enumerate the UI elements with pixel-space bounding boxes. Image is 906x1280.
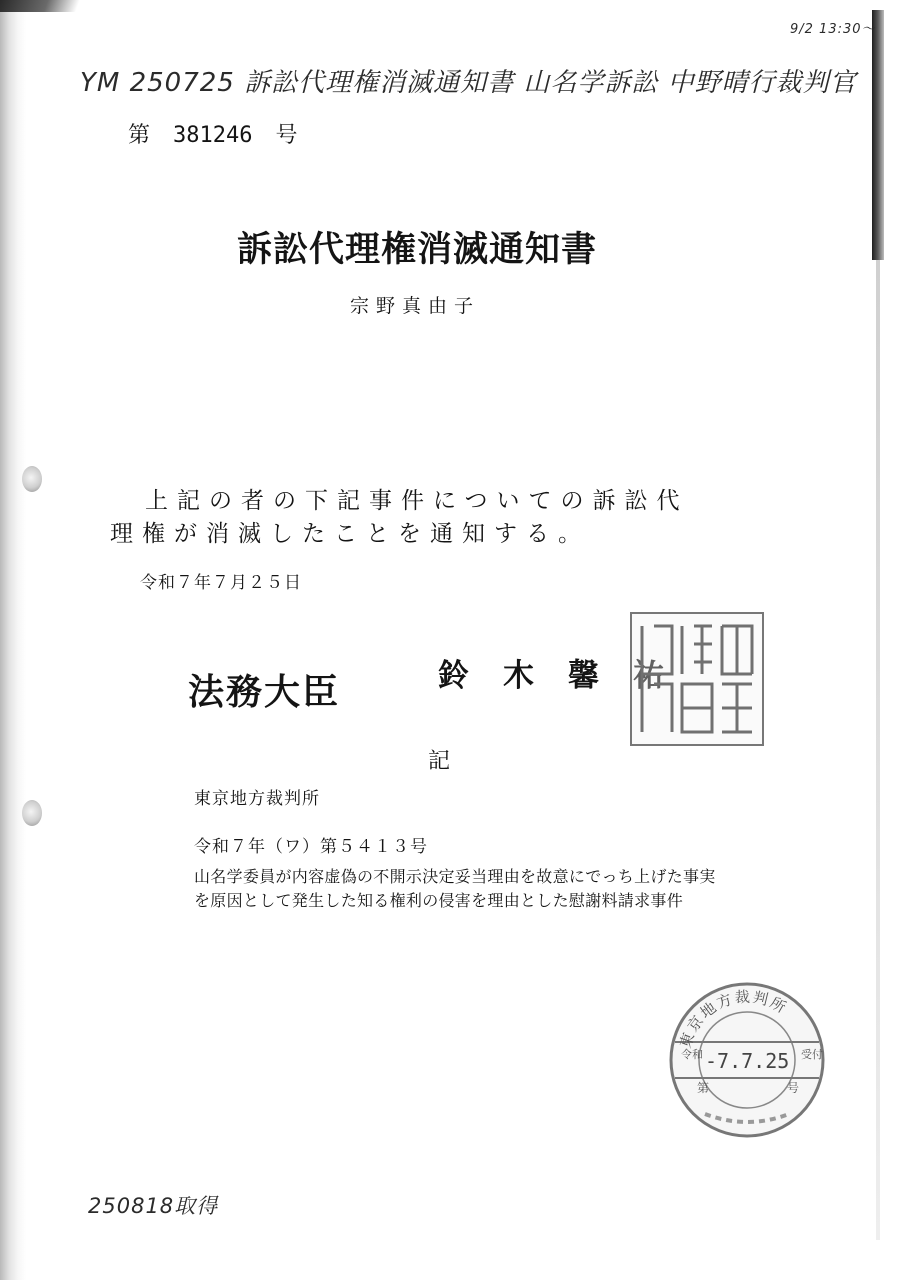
handwritten-header-note: YM 250725 訴訟代理権消滅通知書 山名学訴訟 中野晴行裁判官 — [80, 68, 857, 98]
case-number: 令和７年（ワ）第５４１３号 — [194, 837, 428, 857]
number-value: 381246 — [173, 123, 253, 148]
stamp-received: 受付 — [801, 1048, 823, 1061]
scan-left-edge — [0, 0, 26, 1280]
court-receipt-stamp — [667, 980, 827, 1140]
stamp-dai: 第 — [697, 1081, 710, 1095]
official-seal-stamp — [630, 612, 764, 746]
scan-right-edge — [872, 10, 884, 260]
recipient-name: 宗野真由子 — [350, 295, 481, 317]
stamp-era: 令和 — [681, 1048, 703, 1061]
minister-title: 法務大臣 — [188, 672, 341, 713]
case-description-line-1: 山名学委員が内容虚偽の不開示決定妥当理由を故意にでっち上げた事実 — [194, 867, 716, 886]
stamp-date: -7.7.25 — [705, 1049, 790, 1073]
punch-hole-lower — [22, 800, 42, 826]
issue-date: 令和７年７月２５日 — [140, 573, 302, 593]
case-description-line-2: を原因として発生した知る権利の侵害を理由とした慰謝料請求事件 — [194, 891, 684, 910]
number-prefix: 第 — [128, 123, 151, 148]
ki-mark: 記 — [428, 749, 451, 774]
scan-right-shadow — [876, 260, 880, 1240]
stamp-go: 号 — [787, 1081, 800, 1095]
stamp-court-name: 東京地方裁判所 — [676, 987, 791, 1051]
court-name: 東京地方裁判所 — [194, 789, 320, 809]
body-line-2: 理権が消滅したことを通知する。 — [110, 521, 590, 547]
handwritten-footer-note: 250818取得 — [88, 1194, 219, 1218]
minister-name: 鈴木馨祐 — [438, 658, 698, 694]
document-title: 訴訟代理権消滅通知書 — [237, 230, 598, 270]
body-line-1: 上記の者の下記事件についての訴訟代 — [145, 488, 689, 514]
punch-hole-upper — [22, 466, 42, 492]
document-number — [128, 118, 298, 149]
number-suffix: 号 — [275, 123, 298, 148]
scan-top-edge — [0, 0, 80, 12]
handwritten-corner-note: 9/2 13:30〜 — [790, 22, 876, 37]
